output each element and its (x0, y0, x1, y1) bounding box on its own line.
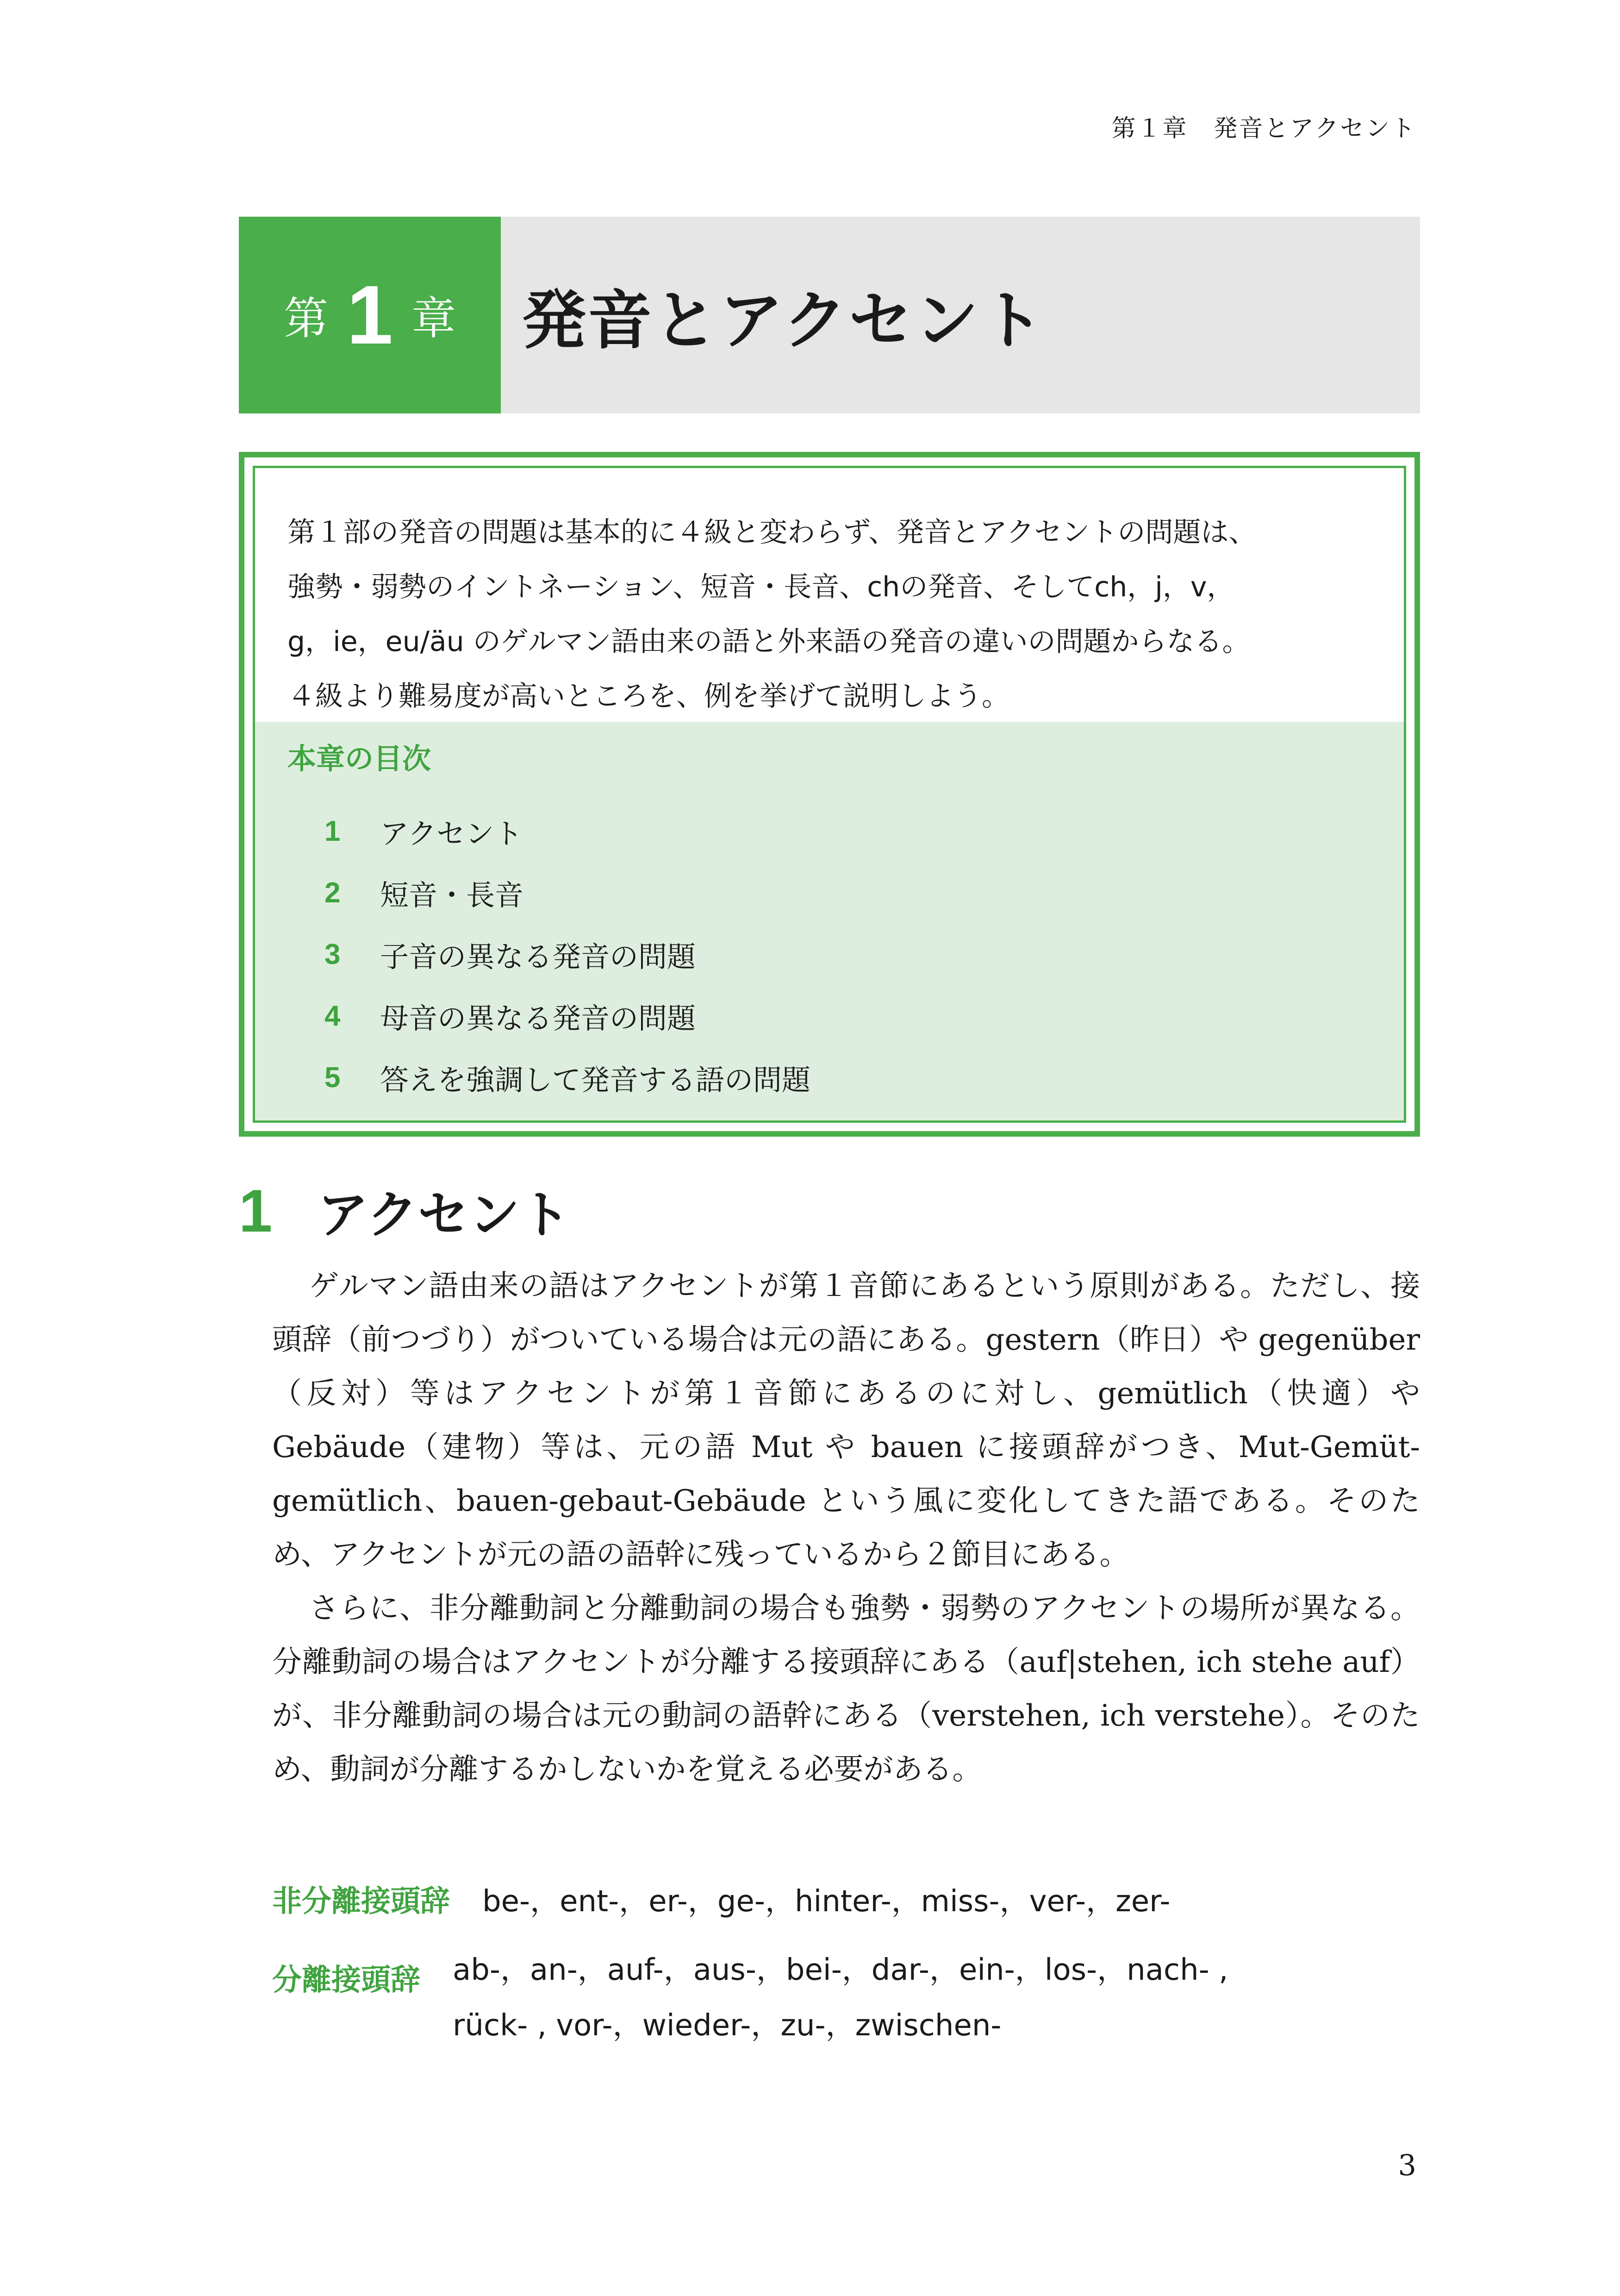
running-header: 第１章 発音とアクセント (1111, 115, 1416, 143)
section-number: 1 (239, 1177, 273, 1245)
separable-prefix-row (272, 1953, 1228, 2053)
toc-heading: 本章の目次 (287, 742, 431, 776)
chapter-number-badge (239, 217, 501, 413)
chapter-prefix: 第 (283, 293, 328, 344)
separable-prefix-values (453, 1942, 1228, 2053)
inseparable-prefix-label: 非分離接頭辞 (272, 1884, 450, 1919)
toc-list (287, 801, 1371, 1108)
toc-item-number: 4 (324, 1000, 341, 1032)
toc-item-number: 1 (324, 815, 341, 847)
toc-item-number: 5 (324, 1062, 341, 1094)
section-heading (239, 1171, 571, 1250)
intro-text (255, 468, 1404, 722)
inseparable-prefix-values: be-，ent-，er-，ge-，hinter-，miss-，ver-，zer- (482, 1884, 1171, 1919)
chapter-banner (239, 217, 1420, 413)
page-number: 3 (1398, 2148, 1416, 2182)
toc-item-label: 短音・長音 (380, 878, 524, 912)
table-of-contents (255, 722, 1404, 1120)
separable-prefix-line: ab-，an-，auf-，aus-，bei-，dar-，ein-，los-，nach- , (453, 1953, 1228, 1987)
toc-item-label: アクセント (380, 817, 523, 851)
intro-line: 第１部の発音の問題は基本的に４級と変わらず、発音とアクセントの問題は、 (287, 516, 1257, 549)
toc-item[interactable] (287, 1047, 1371, 1108)
intro-line: ４級より難易度が高いところを、例を挙げて説明しよう。 (287, 680, 1009, 713)
body-text (272, 1259, 1420, 1796)
toc-item-number: 3 (324, 938, 341, 970)
chapter-number: 1 (346, 268, 393, 362)
toc-item-label: 母音の異なる発音の問題 (380, 1001, 696, 1035)
chapter-suffix: 章 (411, 293, 456, 344)
separable-prefix-line: rück- , vor-，wieder-，zu-，zwischen- (453, 2008, 1002, 2043)
toc-item[interactable] (287, 862, 1371, 924)
section-title: アクセント (318, 1185, 571, 1245)
toc-item[interactable] (287, 985, 1371, 1047)
separable-prefix-label: 分離接頭辞 (272, 1963, 420, 1997)
toc-item-number: 2 (324, 877, 341, 909)
toc-item[interactable] (287, 801, 1371, 862)
inseparable-prefix-row (272, 1877, 1170, 1920)
toc-item[interactable] (287, 924, 1371, 985)
body-paragraph: さらに、非分離動詞と分離動詞の場合も強勢・弱勢のアクセントの場所が異なる。分離動詞の場合はアクセントが分離する接頭辞にある（auf|stehen, ich stehe auf）が、非分離動詞の場合は元の動詞の語幹にある（verstehen, ich verstehe）。そのため、動詞が分離するかしないかを覚える必要がある。 (272, 1591, 1420, 1787)
chapter-title: 発音とアクセント (522, 283, 1046, 358)
intro-box (239, 452, 1420, 1137)
intro-inner-frame (253, 466, 1406, 1123)
intro-line: 強勢・弱勢のイントネーション、短音・長音、chの発音、そしてch，j，v， (287, 571, 1235, 603)
intro-line: g，ie，eu/äu のゲルマン語由来の語と外来語の発音の違いの問題からなる。 (287, 626, 1250, 658)
toc-item-label: 子音の異なる発音の問題 (380, 940, 696, 974)
body-paragraph: ゲルマン語由来の語はアクセントが第１音節にあるという原則がある。ただし、接頭辞（前つづり）がついている場合は元の語にある。gestern（昨日）や gegenüber（反対）等はアクセントが第１音節にあるのに対し、gemütlich（快適）や Gebäude（建物）等は、元の語 Mut や bauen に接頭辞がつき、Mut-Gemüt-gemütlich、bauen-gebaut-Gebäude という風に変化してきた語である。そのため、アクセントが元の語の語幹に残っているから２節目にある。 (272, 1269, 1420, 1572)
toc-item-label: 答えを強調して発音する語の問題 (380, 1063, 811, 1097)
